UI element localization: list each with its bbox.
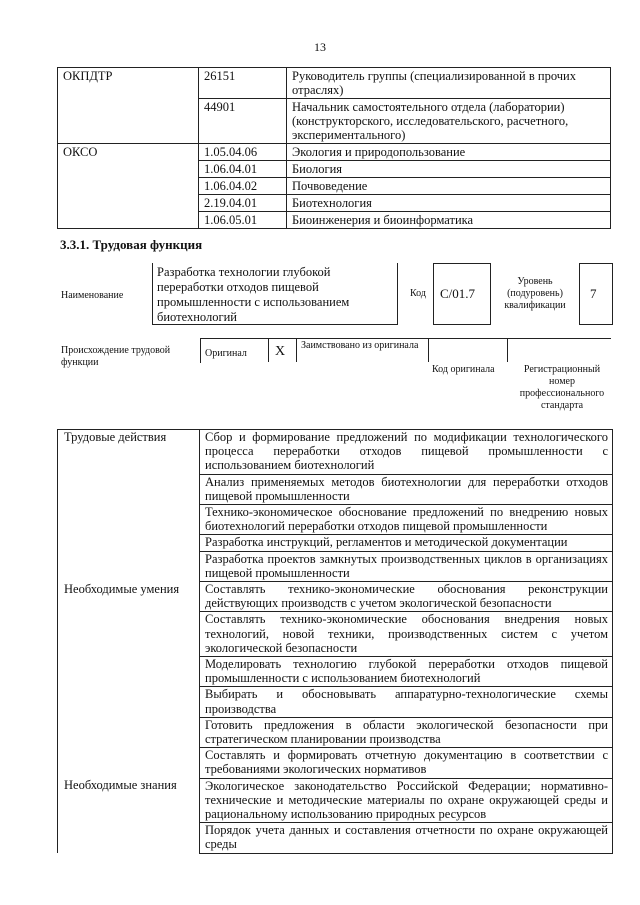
table-row bbox=[58, 778, 613, 823]
code-cell: 2.19.04.01 bbox=[199, 195, 287, 212]
code-cell: 26151 bbox=[199, 68, 287, 99]
list-item: Готовить предложения в области экологической безопасности при стратегическом планировании производства bbox=[200, 717, 613, 747]
okpdtr-label: ОКПДТР bbox=[58, 68, 199, 144]
list-item: Порядок учета данных и составления отчетности по охране окружающей среды bbox=[200, 823, 613, 853]
list-item: Технико-экономическое обоснование предложений по внедрению новых биотехнологий переработки отходов пищевой промышленности bbox=[200, 505, 613, 535]
reg-number-label: Регистрационный номер профессионального стандарта bbox=[519, 364, 605, 411]
section-title: 3.3.1. Трудовая функция bbox=[60, 237, 203, 252]
list-item: Выбирать и обосновывать аппаратурно-технологические схемы производства bbox=[200, 687, 613, 717]
knowledge-label: Необходимые знания bbox=[58, 778, 200, 853]
code-cell: 1.06.04.01 bbox=[199, 161, 287, 178]
list-item: Моделировать технологию глубокой переработки отходов пищевой промышленности с использованием биотехнологий bbox=[200, 657, 613, 687]
list-item: Экологическое законодательство Российской Федерации; нормативно-технические и методические материалы по охране окружающей среды и рациональному использованию природных ресурсов bbox=[200, 778, 613, 823]
table-row bbox=[58, 144, 611, 161]
codes-table bbox=[57, 67, 611, 229]
skills-label: Необходимые умения bbox=[58, 582, 200, 779]
list-item: Разработка проектов замкнутых производственных циклов в организациях пищевой промышленности bbox=[200, 551, 613, 581]
labor-actions-label: Трудовые действия bbox=[58, 430, 200, 582]
borrowed-label: Заимствовано из оригинала bbox=[301, 340, 419, 351]
code-cell: 1.06.04.02 bbox=[199, 178, 287, 195]
details-table bbox=[57, 429, 613, 854]
original-label: Оригинал bbox=[205, 348, 247, 359]
name-cell: Руководитель группы (специализированной в прочих отраслях) bbox=[287, 68, 611, 99]
name-cell: Биоинженерия и биоинформатика bbox=[287, 212, 611, 229]
original-mark: X bbox=[275, 344, 286, 359]
code-label: Код bbox=[410, 288, 426, 299]
name-cell: Начальник самостоятельного отдела (лаборатории) (конструкторского, исследовательского, расчетного, экспериментального) bbox=[287, 99, 611, 144]
origin-label: Происхождение трудовой функции bbox=[61, 345, 171, 368]
table-row bbox=[58, 68, 611, 99]
code-cell: 44901 bbox=[199, 99, 287, 144]
name-cell: Экология и природопользование bbox=[287, 144, 611, 161]
code-cell: 1.05.04.06 bbox=[199, 144, 287, 161]
table-row bbox=[58, 430, 613, 475]
okso-label: ОКСО bbox=[58, 144, 199, 229]
table-row bbox=[58, 582, 613, 612]
list-item: Сбор и формирование предложений по модификации технологического процесса переработки отходов пищевой промышленности с использованием биотехнологий bbox=[200, 430, 613, 475]
level-label: Уровень (подуровень) квалификации bbox=[504, 276, 566, 311]
code-cell: 1.06.05.01 bbox=[199, 212, 287, 229]
name-label: Наименование bbox=[61, 290, 124, 301]
list-item: Составлять и формировать отчетную документацию в соответствии с требованиями экологических нормативов bbox=[200, 748, 613, 778]
code-value: С/01.7 bbox=[440, 286, 476, 301]
list-item: Составлять технико-экономические обоснования внедрения новых технологий, новой техники, производственных систем с учетом экологической безопасности bbox=[200, 612, 613, 657]
level-value: 7 bbox=[590, 286, 597, 301]
name-cell: Почвоведение bbox=[287, 178, 611, 195]
list-item: Анализ применяемых методов биотехнологии для переработки отходов пищевой промышленности bbox=[200, 474, 613, 504]
function-name: Разработка технологии глубокой переработки отходов пищевой промышленности с использованием биотехнологий bbox=[157, 265, 350, 324]
list-item: Составлять технико-экономические обоснования реконструкции действующих производств с учетом экологической безопасности bbox=[200, 582, 613, 612]
page-number: 13 bbox=[314, 40, 326, 54]
code-original-label: Код оригинала bbox=[432, 364, 495, 375]
name-cell: Биология bbox=[287, 161, 611, 178]
list-item: Разработка инструкций, регламентов и методической документации bbox=[200, 535, 613, 551]
name-cell: Биотехнология bbox=[287, 195, 611, 212]
